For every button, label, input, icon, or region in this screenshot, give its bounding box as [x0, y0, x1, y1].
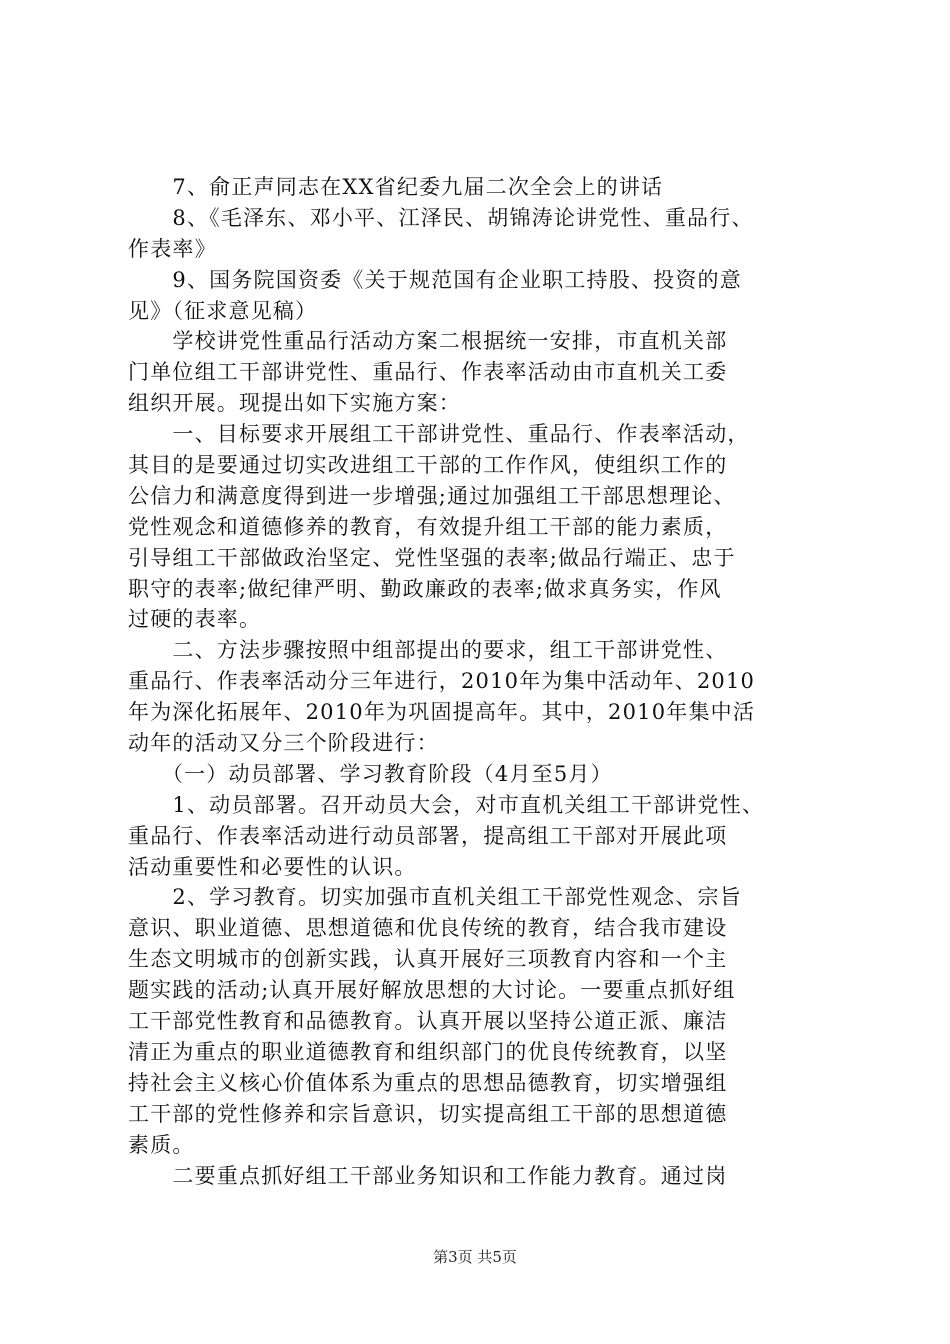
text-line: 职守的表率;做纪律严明、勤政廉政的表率;做求真务实，作风: [128, 576, 722, 601]
text-line: 清正为重点的职业道德教育和组织部门的优良传统教育，以坚: [128, 1039, 728, 1064]
text-line: 动年的活动又分三个阶段进行：: [128, 731, 439, 756]
text-line: 过硬的表率。: [128, 607, 262, 632]
text-line: 组织开展。现提出如下实施方案：: [128, 391, 461, 416]
text-line: 活动重要性和必要性的认识。: [128, 854, 417, 879]
text-line: 意识、职业道德、思想道德和优良传统的教育，结合我市建设: [128, 916, 728, 941]
text-line: 重品行、作表率活动分三年进行，2010年为集中活动年、2010: [128, 669, 756, 694]
page-footer: 第3页 共5页: [433, 1248, 517, 1266]
text-line: 持社会主义核心价值体系为重点的思想品德教育，切实增强组: [128, 1070, 728, 1095]
text-line: 生态文明城市的创新实践，认真开展好三项教育内容和一个主: [128, 947, 728, 972]
text-line: （一）动员部署、学习教育阶段（4月至5月）: [128, 761, 613, 786]
text-line: 党性观念和道德修养的教育，有效提升组工干部的能力素质，: [128, 514, 728, 539]
text-line: 见》（征求意见稿）: [128, 298, 318, 323]
text-line: 9、国务院国资委《关于规范国有企业职工持股、投资的意: [128, 267, 742, 292]
text-line: 素质。: [128, 1132, 195, 1157]
text-line: 7、俞正声同志在XX省纪委九届二次全会上的讲话: [128, 175, 664, 199]
text-line: 工干部的党性修养和宗旨意识，切实提高组工干部的思想道德: [128, 1101, 728, 1126]
text-line: 1、动员部署。召开动员大会，对市直机关组工干部讲党性、: [128, 792, 765, 817]
text-line: 其目的是要通过切实改进组工干部的工作作风，使组织工作的: [128, 453, 728, 478]
text-line: 作表率》: [128, 236, 217, 261]
text-line: 二、方法步骤按照中组部提出的要求，组工干部讲党性、: [128, 638, 728, 663]
text-line: 8、《毛泽东、邓小平、江泽民、胡锦涛论讲党性、重品行、: [128, 205, 754, 230]
text-line: 题实践的活动;认真开展好解放思想的大讨论。一要重点抓好组: [128, 978, 736, 1003]
text-line: 2、学习教育。切实加强市直机关组工干部党性观念、宗旨: [128, 885, 742, 910]
document-body: [128, 172, 828, 1191]
text-line: 年为深化拓展年、2010年为巩固提高年。其中，2010年集中活: [128, 700, 756, 725]
text-line: 公信力和满意度得到进一步增强;通过加强组工干部思想理论、: [128, 483, 736, 508]
text-line: 学校讲党性重品行活动方案二根据统一安排，市直机关部: [128, 329, 728, 354]
text-line: 引导组工干部做政治坚定、党性坚强的表率;做品行端正、忠于: [128, 545, 736, 570]
text-line: 重品行、作表率活动进行动员部署，提高组工干部对开展此项: [128, 823, 728, 848]
text-line: 二要重点抓好组工干部业务知识和工作能力教育。通过岗: [128, 1163, 728, 1188]
text-line: 门单位组工干部讲党性、重品行、作表率活动由市直机关工委: [128, 360, 728, 385]
text-line: 工干部党性教育和品德教育。认真开展以坚持公道正派、廉洁: [128, 1009, 728, 1034]
text-line: 一、目标要求开展组工干部讲党性、重品行、作表率活动，: [128, 422, 750, 447]
